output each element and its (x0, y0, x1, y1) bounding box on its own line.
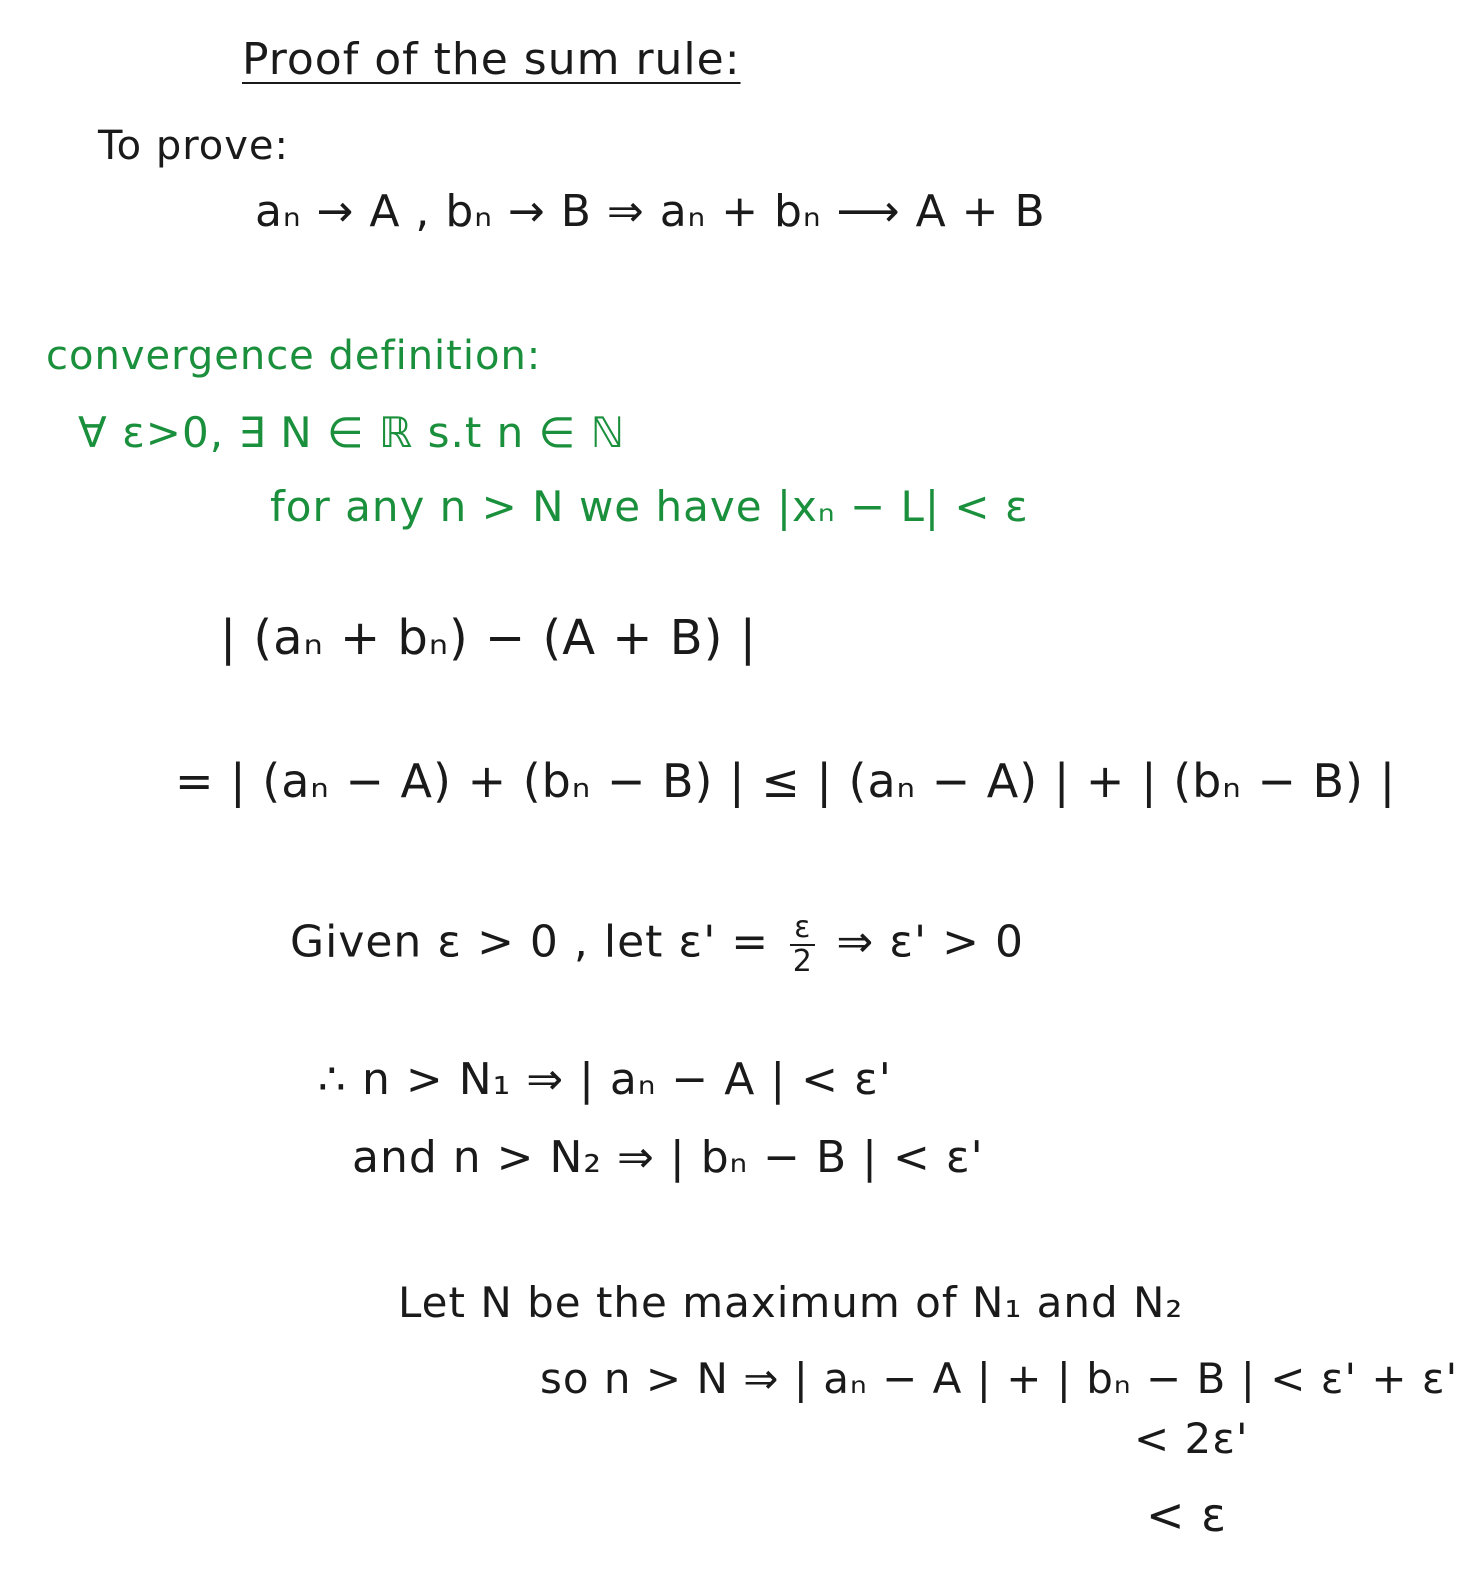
to-prove-statement: aₙ → A , bₙ → B ⇒ aₙ + bₙ ⟶ A + B (255, 186, 1046, 237)
definition-line-1: ∀ ε>0, ∃ N ∈ ℝ s.t n ∈ ℕ (78, 408, 626, 457)
definition-title: convergence definition: (46, 333, 542, 379)
fraction-denominator: 2 (792, 943, 813, 979)
let-n-maximum-line: Let N be the maximum of N₁ and N₂ (398, 1278, 1184, 1327)
proof-expression-1: | (aₙ + bₙ) − (A + B) | (220, 610, 757, 666)
fraction-numerator: ε (790, 912, 815, 946)
less-than-epsilon: < ε (1146, 1488, 1228, 1542)
epsilon-half-fraction (790, 912, 815, 977)
so-line: so n > N ⇒ | aₙ − A | + | bₙ − B | < ε' + ε' (540, 1354, 1458, 1403)
therefore-line: ∴ n > N₁ ⇒ | aₙ − A | < ε' (318, 1054, 892, 1105)
and-line: and n > N₂ ⇒ | bₙ − B | < ε' (352, 1132, 984, 1183)
given-prefix: Given ε > 0 , let ε' = (290, 916, 770, 968)
page-title: Proof of the sum rule: (242, 34, 741, 85)
less-than-two-epsilon-prime: < 2ε' (1134, 1414, 1249, 1463)
to-prove-label: To prove: (98, 123, 290, 169)
definition-line-2: for any n > N we have |xₙ − L| < ε (270, 482, 1029, 531)
proof-expression-2: = | (aₙ − A) + (bₙ − B) | ≤ | (aₙ − A) | + | (bₙ − B) | (175, 754, 1397, 808)
given-epsilon-line (290, 912, 1024, 977)
given-suffix: ⇒ ε' > 0 (836, 916, 1024, 968)
